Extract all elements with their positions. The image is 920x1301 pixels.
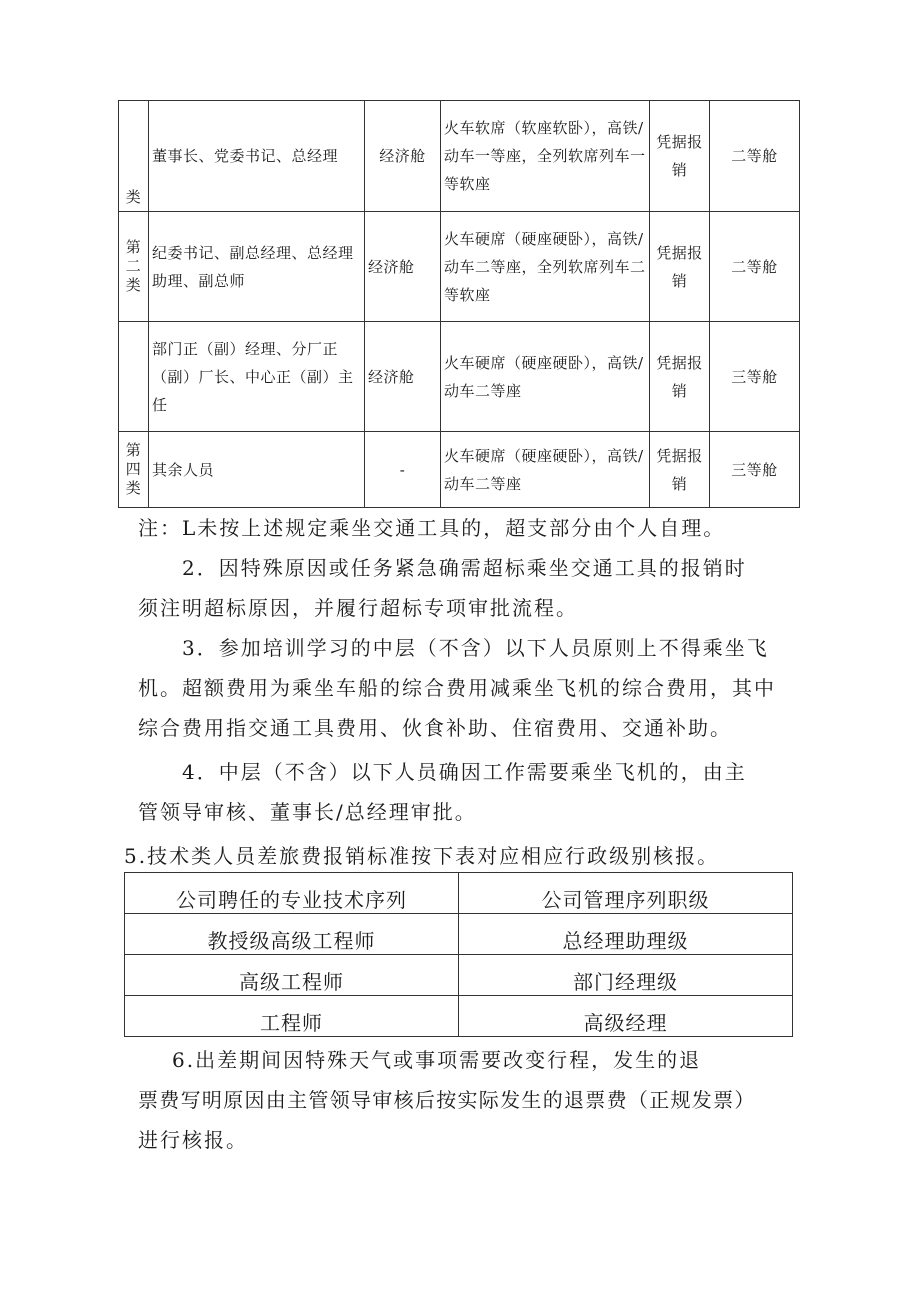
note-2-line-2: 须注明超标原因，并履行超标专项审批流程。 (138, 596, 578, 620)
category-cell (119, 322, 149, 432)
header-cell: 公司管理序列职级 (459, 873, 793, 914)
category-cell: 第四类 (119, 432, 149, 508)
travel-standard-table (118, 100, 800, 508)
position-cell: 部门正（副）经理、分厂正（副）厂长、中心正（副）主任 (149, 322, 365, 432)
reimburse-cell: 凭据报销 (650, 212, 710, 322)
note-4-line-2: 管领导审核、董事长/总经理审批。 (138, 800, 477, 824)
table-cell: 教授级高级工程师 (125, 914, 459, 955)
header-cell: 公司聘任的专业技术序列 (125, 873, 459, 914)
note-3-line-1: 3．参加培训学习的中层（不含）以下人员原则上不得乘坐飞 (182, 636, 769, 660)
train-cell: 火车硬席（硬座硬卧），高铁/动车二等座，全列软席列车二等软座 (441, 212, 650, 322)
note-4-line-1: 4．中层（不含）以下人员确因工作需要乘坐飞机的，由主 (182, 760, 747, 784)
ship-cell: 经济舱 (365, 101, 441, 212)
table-cell: 部门经理级 (459, 955, 793, 996)
reimburse-cell: 凭据报销 (650, 322, 710, 432)
table-row (119, 432, 800, 508)
table-cell: 工程师 (125, 996, 459, 1037)
note-6-line-2: 票费写明原因由主管领导审核后按实际发生的退票费（正规发票） (138, 1088, 756, 1112)
ship-cell: 经济舱 (365, 322, 441, 432)
note-3-line-3: 综合费用指交通工具费用、伙食补助、住宿费用、交通补助。 (138, 716, 732, 740)
table-row (125, 914, 793, 955)
train-cell: 火车软席（软座软卧），高铁/动车一等座，全列软席列车一等软座 (441, 101, 650, 212)
plane-cell: 三等舱 (710, 432, 800, 508)
train-cell: 火车硬席（硬座硬卧），高铁/动车二等座 (441, 432, 650, 508)
position-cell: 纪委书记、副总经理、总经理助理、副总师 (149, 212, 365, 322)
ship-cell: 经济舱 (365, 212, 441, 322)
plane-cell: 三等舱 (710, 322, 800, 432)
rank-mapping-table (124, 872, 793, 1037)
ship-cell: - (365, 432, 441, 508)
table-header-row (125, 873, 793, 914)
reimburse-cell: 凭据报销 (650, 432, 710, 508)
table-row (125, 955, 793, 996)
category-cell: 第二类 (119, 212, 149, 322)
note-1: 注：L未按上述规定乘坐交通工具的，超支部分由个人自理。 (138, 516, 726, 540)
note-6-line-1: 6.出差期间因特殊天气或事项需要改变行程，发生的退 (172, 1048, 702, 1072)
note-3-line-2: 机。超额费用为乘坐车船的综合费用减乘坐飞机的综合费用，其中 (138, 676, 776, 700)
plane-cell: 二等舱 (710, 212, 800, 322)
table-row (119, 322, 800, 432)
category-cell: 类 (119, 101, 149, 212)
note-5: 5.技术类人员差旅费报销标准按下表对应相应行政级别核报。 (124, 844, 720, 868)
plane-cell: 二等舱 (710, 101, 800, 212)
position-cell: 董事长、党委书记、总经理 (149, 101, 365, 212)
note-2-line-1: 2．因特殊原因或任务紧急确需超标乘坐交通工具的报销时 (182, 556, 747, 580)
table-row (125, 996, 793, 1037)
table-cell: 高级工程师 (125, 955, 459, 996)
table-cell: 总经理助理级 (459, 914, 793, 955)
note-6-line-3: 进行核报。 (138, 1128, 248, 1152)
train-cell: 火车硬席（硬座硬卧），高铁/动车二等座 (441, 322, 650, 432)
table-cell: 高级经理 (459, 996, 793, 1037)
position-cell: 其余人员 (149, 432, 365, 508)
table-row (119, 101, 800, 212)
reimburse-cell: 凭据报销 (650, 101, 710, 212)
table-row (119, 212, 800, 322)
